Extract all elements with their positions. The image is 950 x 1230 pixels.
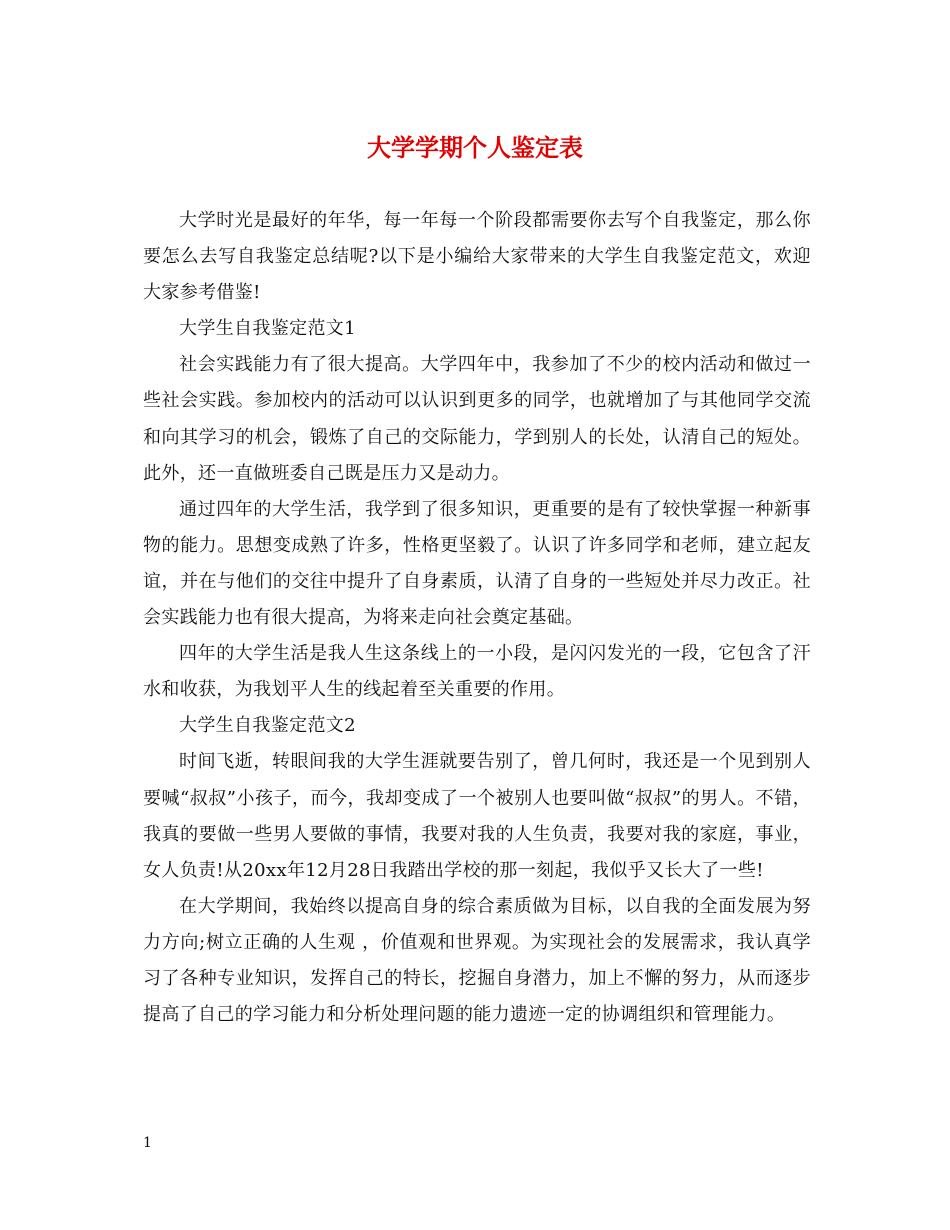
section-heading-sample-1: 大学生自我鉴定范文1 — [179, 318, 356, 340]
paragraph-sample-1-growth: 通过四年的大学生活，我学到了很多知识，更重要的是有了较快掌握一种新事物的能力。思想变成熟了许多，性格更坚毅了。认识了许多同学和老师，建立起友谊，并在与他们的交往中提升了自身素质，认清了自身的一些短处并尽力改正。社会实践能力也有很大提高，为将来走向社会奠定基础。 — [143, 498, 811, 629]
paragraph-sample-2-farewell: 时间飞逝，转眼间我的大学生涯就要告别了，曾几何时，我还是一个见到别人要喊“叔叔”小孩子，而今，我却变成了一个被别人也要叫做“叔叔”的男人。不错，我真的要做一些男人要做的事情，我要对我的人生负责，我要对我的家庭，事业，女人负责!从20xx年12月28日我踏出学校的那一刻起，我似乎又长大了一些! — [143, 751, 811, 881]
document-title: 大学学期个人鉴定表 — [367, 133, 583, 162]
document-body — [143, 203, 811, 1033]
paragraph-sample-1-summary: 四年的大学生活是我人生这条线上的一小段，是闪闪发光的一段，它包含了汗水和收获，为我划平人生的线起着至关重要的作用。 — [143, 643, 811, 701]
paragraph-sample-1-practice: 社会实践能力有了很大提高。大学四年中，我参加了不少的校内活动和做过一些社会实践。参加校内的活动可以认识到更多的同学，也就增加了与其他同学交流和向其学习的机会，锻炼了自己的交际能力，学到别人的长处，认清自己的短处。此外，还一直做班委自己既是压力又是动力。 — [143, 354, 811, 484]
paragraph-sample-2-study: 在大学期间，我始终以提高自身的综合素质做为目标，以自我的全面发展为努力方向;树立正确的人生观 ，价值观和世界观。为实现社会的发展需求，我认真学习了各种专业知识，发挥自己的特长，挖掘自身潜力，加上不懈的努力，从而逐步提高了自己的学习能力和分析处理问题的能力遗迹一定的协调组织和管理能力。 — [143, 895, 811, 1026]
paragraph-intro: 大学时光是最好的年华，每一年每一个阶段都需要你去写个自我鉴定，那么你要怎么去写自我鉴定总结呢?以下是小编给大家带来的大学生自我鉴定范文，欢迎大家参考借鉴! — [143, 210, 811, 304]
page-number: 1 — [143, 1135, 152, 1151]
section-heading-sample-2: 大学生自我鉴定范文2 — [179, 715, 356, 737]
